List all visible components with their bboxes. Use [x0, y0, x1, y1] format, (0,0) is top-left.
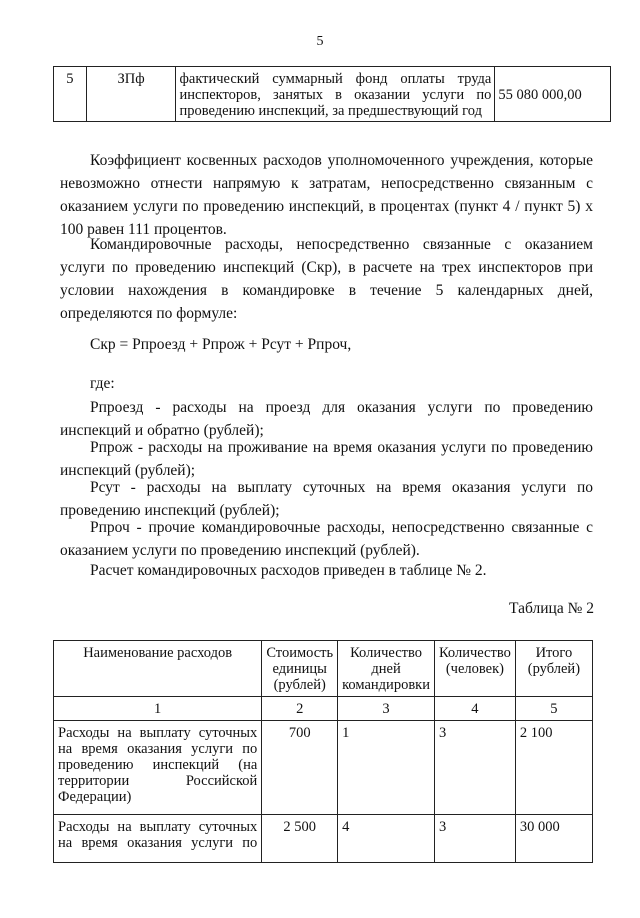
expense-name: Расходы на выплату суточных на время оказания услуги по — [54, 815, 262, 863]
expense-days: 4 — [338, 815, 435, 863]
formula: Скр = Рпроезд + Рпрож + Рсут + Рпроч, — [90, 336, 352, 353]
row-code: ЗПф — [86, 67, 176, 122]
column-number: 5 — [515, 697, 592, 721]
table-header-row — [54, 641, 593, 697]
expenses-table — [53, 640, 593, 863]
column-number: 3 — [338, 697, 435, 721]
column-number: 4 — [434, 697, 515, 721]
column-number: 2 — [262, 697, 338, 721]
table-row — [54, 815, 593, 863]
definition-accommodation: Рпрож - расходы на проживание на время оказания услуги по проведению инспекций (рублей); — [60, 439, 593, 479]
header-cell: Количество (человек) — [434, 641, 515, 697]
expense-cost: 2 500 — [262, 815, 338, 863]
expense-days: 1 — [338, 721, 435, 815]
where-label: где: — [90, 375, 115, 392]
definition-per-diem: Рсут - расходы на выплату суточных на время оказания услуги по проведению инспекций (рублей); — [60, 479, 593, 519]
expense-total: 30 000 — [515, 815, 592, 863]
top-table — [53, 66, 611, 122]
header-cell: Наименование расходов — [54, 641, 262, 697]
table-caption: Таблица № 2 — [509, 600, 594, 617]
definition-travel: Рпроезд - расходы на проезд для оказания услуги по проведению инспекций и обратно (рублей); — [60, 399, 593, 439]
page-number: 5 — [316, 34, 324, 49]
paragraph-travel-expenses: Командировочные расходы, непосредственно связанные с оказанием услуги по проведению инспекций (Скр), в расчете на трех инспекторов при условии нахождения в командировке в течение 5 календарных дней, определяются по формуле: — [60, 236, 593, 322]
expense-cost: 700 — [262, 721, 338, 815]
header-cell: Количество дней командировки — [338, 641, 435, 697]
paragraph-table-reference: Расчет командировочных расходов приведен в таблице № 2. — [90, 562, 487, 579]
header-cell: Итого (рублей) — [515, 641, 592, 697]
table-row — [54, 721, 593, 815]
expense-people: 3 — [434, 815, 515, 863]
table-row — [54, 697, 593, 721]
table-row — [54, 67, 611, 122]
paragraph-coefficient: Коэффициент косвенных расходов уполномоченного учреждения, которые невозможно отнести напрямую к затратам, непосредственно связанным с оказанием услуги по проведению инспекций, в процентах (пункт 4 / пункт 5) х 100 равен 111 процентов. — [60, 152, 593, 238]
row-number: 5 — [54, 67, 87, 122]
expense-total: 2 100 — [515, 721, 592, 815]
row-description: фактический суммарный фонд оплаты труда инспекторов, занятых в оказании услуги по проведению инспекций, за предшествующий год — [176, 67, 495, 122]
column-number: 1 — [54, 697, 262, 721]
expense-people: 3 — [434, 721, 515, 815]
expense-name: Расходы на выплату суточных на время оказания услуги по проведению инспекций (на территории Российской Федерации) — [54, 721, 262, 815]
definition-other: Рпроч - прочие командировочные расходы, непосредственно связанные с оказанием услуги по проведению инспекций (рублей). — [60, 519, 593, 559]
header-cell: Стоимость единицы (рублей) — [262, 641, 338, 697]
row-value: 55 080 000,00 — [495, 67, 611, 122]
